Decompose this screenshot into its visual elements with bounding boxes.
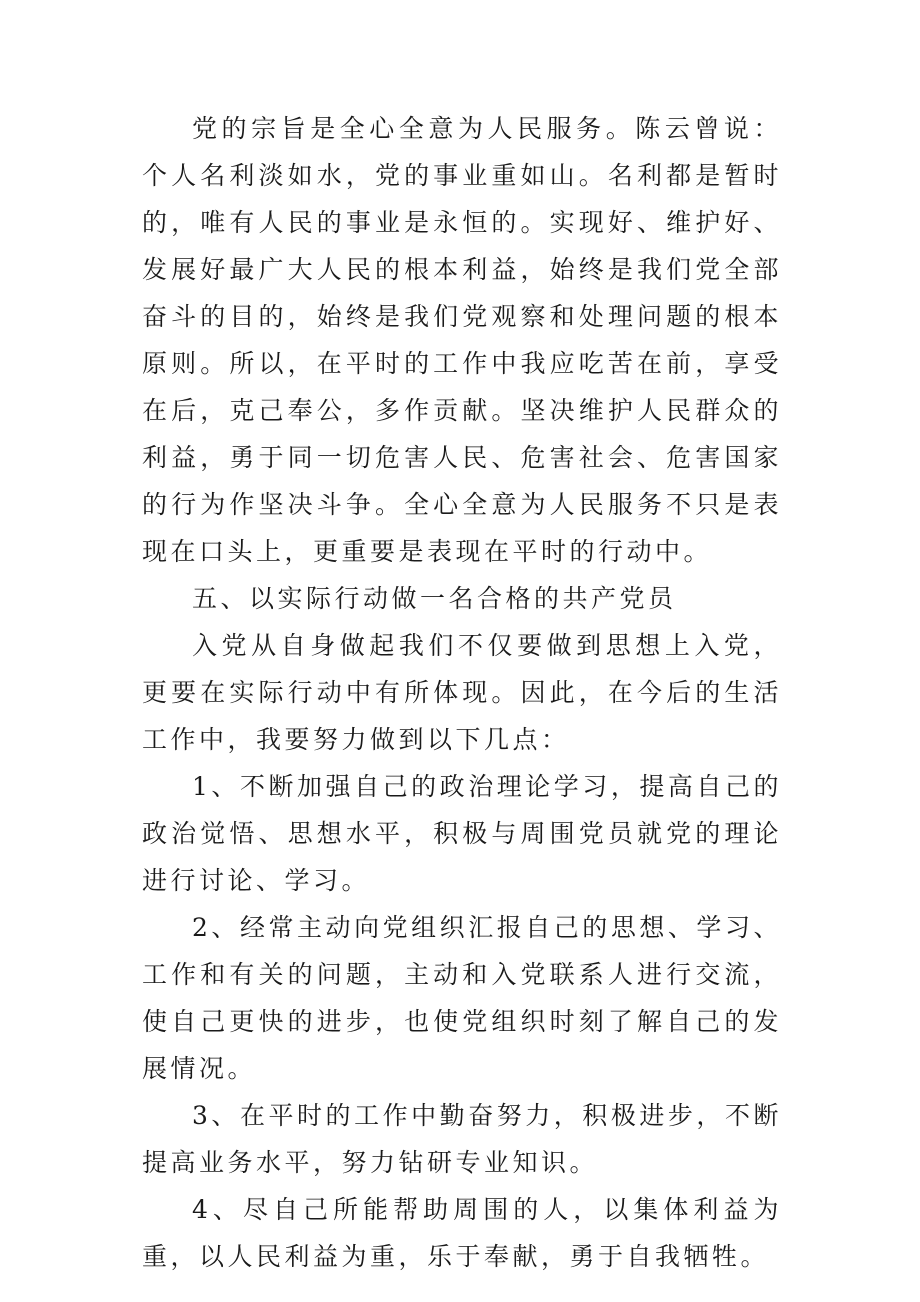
paragraph-party-purpose: 党的宗旨是全心全意为人民服务。陈云曾说：个人名利淡如水，党的事业重如山。名利都是暂时的，唯有人民的事业是永恒的。实现好、维护好、发展好最广大人民的根本利益，始终是我们党全部奋斗的目的，始终是我们党观察和处理问题的根本原则。所以，在平时的工作中我应吃苦在前，享受在后，克己奉公，多作贡献。坚决维护人民群众的利益，勇于同一切危害人民、危害社会、危害国家的行为作坚决斗争。全心全意为人民服务不只是表现在口头上，更重要是表现在平时的行动中。 [142,114,782,566]
list-item-1: 1、不断加强自己的政治理论学习，提高自己的政治觉悟、思想水平，积极与周围党员就党的理论进行讨论、学习。 [142,772,782,895]
list-item-4: 4、尽自己所能帮助周围的人，以集体利益为重，以人民利益为重，乐于奉献，勇于自我牺牲。 [142,1195,782,1271]
list-item-2: 2、经常主动向党组织汇报自己的思想、学习、工作和有关的问题，主动和入党联系人进行交流，使自己更快的进步，也使党组织时刻了解自己的发展情况。 [142,913,782,1083]
section-heading-five: 五、以实际行动做一名合格的共产党员 [192,584,677,613]
document-body [142,105,782,1280]
paragraph-intro-actions: 入党从自身做起我们不仅要做到思想上入党，更要在实际行动中有所体现。因此，在今后的生活工作中，我要努力做到以下几点： [142,631,782,754]
list-item-3: 3、在平时的工作中勤奋努力，积极进步，不断提高业务水平，努力钻研专业知识。 [142,1101,782,1177]
